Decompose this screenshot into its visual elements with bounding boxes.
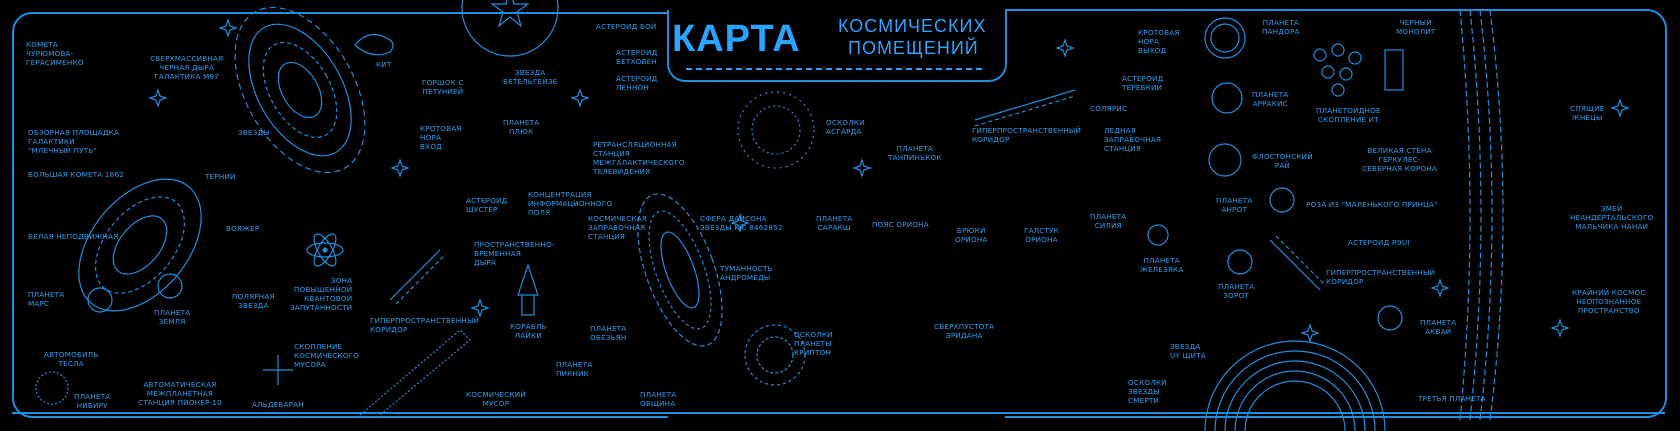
label-zorot: ПЛАНЕТА ЗОРОТ <box>1218 282 1255 300</box>
label-black-hole: СВЕРХМАССИВНАЯ ЧЕРНАЯ ДЫРА ГАЛАКТИКА M87 <box>150 54 224 81</box>
label-monolith: ЧЕРНЫЙ МОНОЛИТ <box>1396 18 1436 36</box>
label-r9ui: АСТЕРОИД R9UI <box>1348 238 1410 247</box>
label-andromeda: ТУМАННОСТЬ АНДРОМЕДЫ <box>720 264 773 282</box>
label-petunia: ГОРШОК С ПЕТУНИЕЙ <box>422 78 464 96</box>
label-betelgeuse: ЗВЕЗДА БЕТЕЛЬГЕЙЗЕ <box>503 68 558 86</box>
label-shuster: АСТЕРОИД ШУСТЕР <box>466 196 508 214</box>
label-krypton: ОСКОЛКИ ПЛАНЕТЫ КРИПТОН <box>794 330 833 357</box>
label-pioneer: АВТОМАТИЧЕСКАЯ МЕЖПЛАНЕТНАЯ СТАНЦИЯ ПИОНЕР-10 <box>138 380 222 407</box>
label-saraksh: ПЛАНЕТА САРАКШ <box>816 214 853 232</box>
label-great-wall: ВЕЛИКАЯ СТЕНА ГЕРКУЛЕС- СЕВЕРНАЯ КОРОНА <box>1362 146 1438 173</box>
label-dyson-sphere: СФЕРА ДАЙСОНА ЗВЕЗДЫ KIC 8462852 <box>700 214 783 232</box>
label-picnic: ПЛАНЕТА ПИКНИК <box>556 360 593 378</box>
label-terebkiy: АСТЕРОИД ТЕРЕБКИЙ <box>1122 74 1164 92</box>
label-wormhole-out: КРОТОВАЯ НОРА ВЫХОД <box>1138 28 1180 55</box>
label-hyper-1: ГИПЕРПРОСТРАНСТВЕННЫЙ КОРИДОР <box>972 126 1082 144</box>
label-asgard: ОСКОЛКИ АСГАРДА <box>826 118 865 136</box>
label-orion-pants: БРЮКИ ОРИОНА <box>955 226 988 244</box>
label-mars: ПЛАНЕТА МАРС <box>28 290 65 308</box>
label-info-field: КОНЦЕНТРАЦИЯ ИНФОРМАЦИОННОГО ПОЛЯ <box>528 190 613 217</box>
label-kite: ЗМЕЙ НЕАНДЕРТАЛЬСКОГО МАЛЬЧИКА НАНАИ <box>1570 204 1654 231</box>
label-voyager: ВОЯЖЕР <box>226 224 260 233</box>
label-uy-scuti: ЗВЕЗДА UY ЩИТА <box>1170 342 1206 360</box>
asgard-cluster-icon <box>738 92 814 168</box>
label-ternii: ТЕРНИИ <box>205 172 236 181</box>
label-quantum-zone: ЗОНА ПОВЫШЕННОЙ КВАНТОВОЙ ЗАПУТАННОСТИ <box>290 276 353 312</box>
label-lennon: АСТЕРОИД ЛЕННОН <box>616 74 658 92</box>
map-subtitle-2: ПОМЕЩЕНИЙ <box>848 38 979 58</box>
label-death-star: ОСКОЛКИ ЗВЕЗДЫ СМЕРТИ <box>1128 378 1167 405</box>
label-wormhole-in: КРОТОВАЯ НОРА ВХОД <box>420 124 462 151</box>
label-laika-ship: КОРАБЛЬ ЛАЙКИ <box>510 322 547 340</box>
label-beethoven: АСТЕРОИД БЕТХОВЕН <box>616 48 658 66</box>
label-orion-tie: ГАЛСТУК ОРИОНА <box>1024 226 1059 244</box>
label-comet-1862: БОЛЬШАЯ КОМЕТА 1862 <box>28 170 124 179</box>
label-tanpin: ПЛАНЕТА ТАНПИНЬКОК <box>888 144 942 162</box>
label-planetoid-cluster: ПЛАНЕТОИДНОЕ СКОПЛЕНИЕ ИТ <box>1316 106 1381 124</box>
label-hyper-2: ГИПЕРПРОСТРАНСТВЕННЫЙ КОРИДОР <box>1326 268 1436 286</box>
label-earth: ПЛАНЕТА ЗЕМЛЯ <box>154 308 191 326</box>
title-divider <box>686 68 982 70</box>
label-tesla: АВТОМОБИЛЬ ТЕСЛА <box>44 350 99 368</box>
label-nibiru: ПЛАНЕТА НИБИРУ <box>74 392 111 410</box>
label-solaris: СОЛЯРИС <box>1090 104 1128 113</box>
label-eridanus: СВЕРХПУСТОТА ЭРИДАНА <box>934 322 995 340</box>
label-ice-station: ЛЕДНАЯ ЗАПРАВОЧНАЯ СТАНЦИЯ <box>1104 126 1162 153</box>
label-space-debris: СКОПЛЕНИЕ КОСМИЧЕСКОГО МУСОРА <box>294 342 360 369</box>
label-plyuk: ПЛАНЕТА ПЛЮК <box>503 118 540 136</box>
label-siliya: ПЛАНЕТА СИЛИЯ <box>1090 212 1127 230</box>
label-deep-space: КРАЙНИЙ КОСМОС НЕОПОЗНАННОЕ ПРОСТРАНСТВО <box>1572 288 1646 315</box>
label-third-planet: ТРЕТЬЯ ПЛАНЕТА <box>1418 394 1486 403</box>
label-polaris: ПОЛЯРНАЯ ЗВЕЗДА <box>232 292 275 310</box>
label-space-junk: КОСМИЧЕСКИЙ МУСОР <box>466 390 526 408</box>
label-aldebaran: АЛЬДЕБАРАН <box>252 400 304 409</box>
label-milky-way-deck: ОБЗОРНАЯ ПЛОЩАДКА ГАЛАКТИКИ "МЛЕЧНЫЙ ПУТЬ" <box>28 128 120 155</box>
label-rose: РОЗА ИЗ "МАЛЕНЬКОГО ПРИНЦА" <box>1306 200 1438 209</box>
label-stars: ЗВЕЗДЫ <box>238 128 270 137</box>
label-hyper-3: ГИПЕРПРОСТРАНСТВЕННЫЙ КОРИДОР <box>370 316 480 334</box>
label-monkeys: ПЛАНЕТА ОБЕЗЬЯН <box>590 324 627 342</box>
label-white-still: БЕЛАЯ НЕПОДВИЖНАЯ <box>28 232 119 241</box>
label-akvay: ПЛАНЕТА АКВАЙ <box>1420 318 1457 336</box>
label-pandora: ПЛАНЕТА ПАНДОРА <box>1262 18 1300 36</box>
label-boy: АСТЕРОИД БОЙ <box>596 22 657 31</box>
label-arrakis: ПЛАНЕТА АРРАКИС <box>1252 90 1289 108</box>
label-orion-belt: ПОЯС ОРИОНА <box>872 220 929 229</box>
label-relay-station: РЕТРАНСЛЯЦИОННАЯ СТАНЦИЯ МЕЖГАЛАКТИЧЕСКОГО ТЕЛЕВИДЕНИЯ <box>593 140 685 176</box>
map-frame-bottom <box>12 412 1665 414</box>
map-subtitle-1: КОСМИЧЕСКИХ <box>838 16 987 36</box>
label-sleeping-reapers: СПЯЩИЕ ЖНЕЦЫ <box>1570 104 1605 122</box>
label-fhloston: ФЛОСТОНСКИЙ РАЙ <box>1252 152 1313 170</box>
label-zhelezyaka: ПЛАНЕТА ЖЕЛЕЗЯКА <box>1140 256 1184 274</box>
label-community: ПЛАНЕТА ОБЩИНА <box>640 390 677 408</box>
label-comet: КОМЕТА ЧУРЮМОВА- ГЕРАСИМЕНКО <box>26 40 84 67</box>
label-spacetime-hole: ПРОСТРАНСТВЕННО- ВРЕМЕННАЯ ДЫРА <box>474 240 555 267</box>
label-anrot: ПЛАНЕТА АНРОТ <box>1216 196 1253 214</box>
label-fuel-station: КОСМИЧЕСКАЯ ЗАПРАВОЧНАЯ СТАНЦИЯ <box>588 214 648 241</box>
label-whale: КИТ <box>376 60 392 69</box>
map-title: КАРТА <box>672 18 801 60</box>
